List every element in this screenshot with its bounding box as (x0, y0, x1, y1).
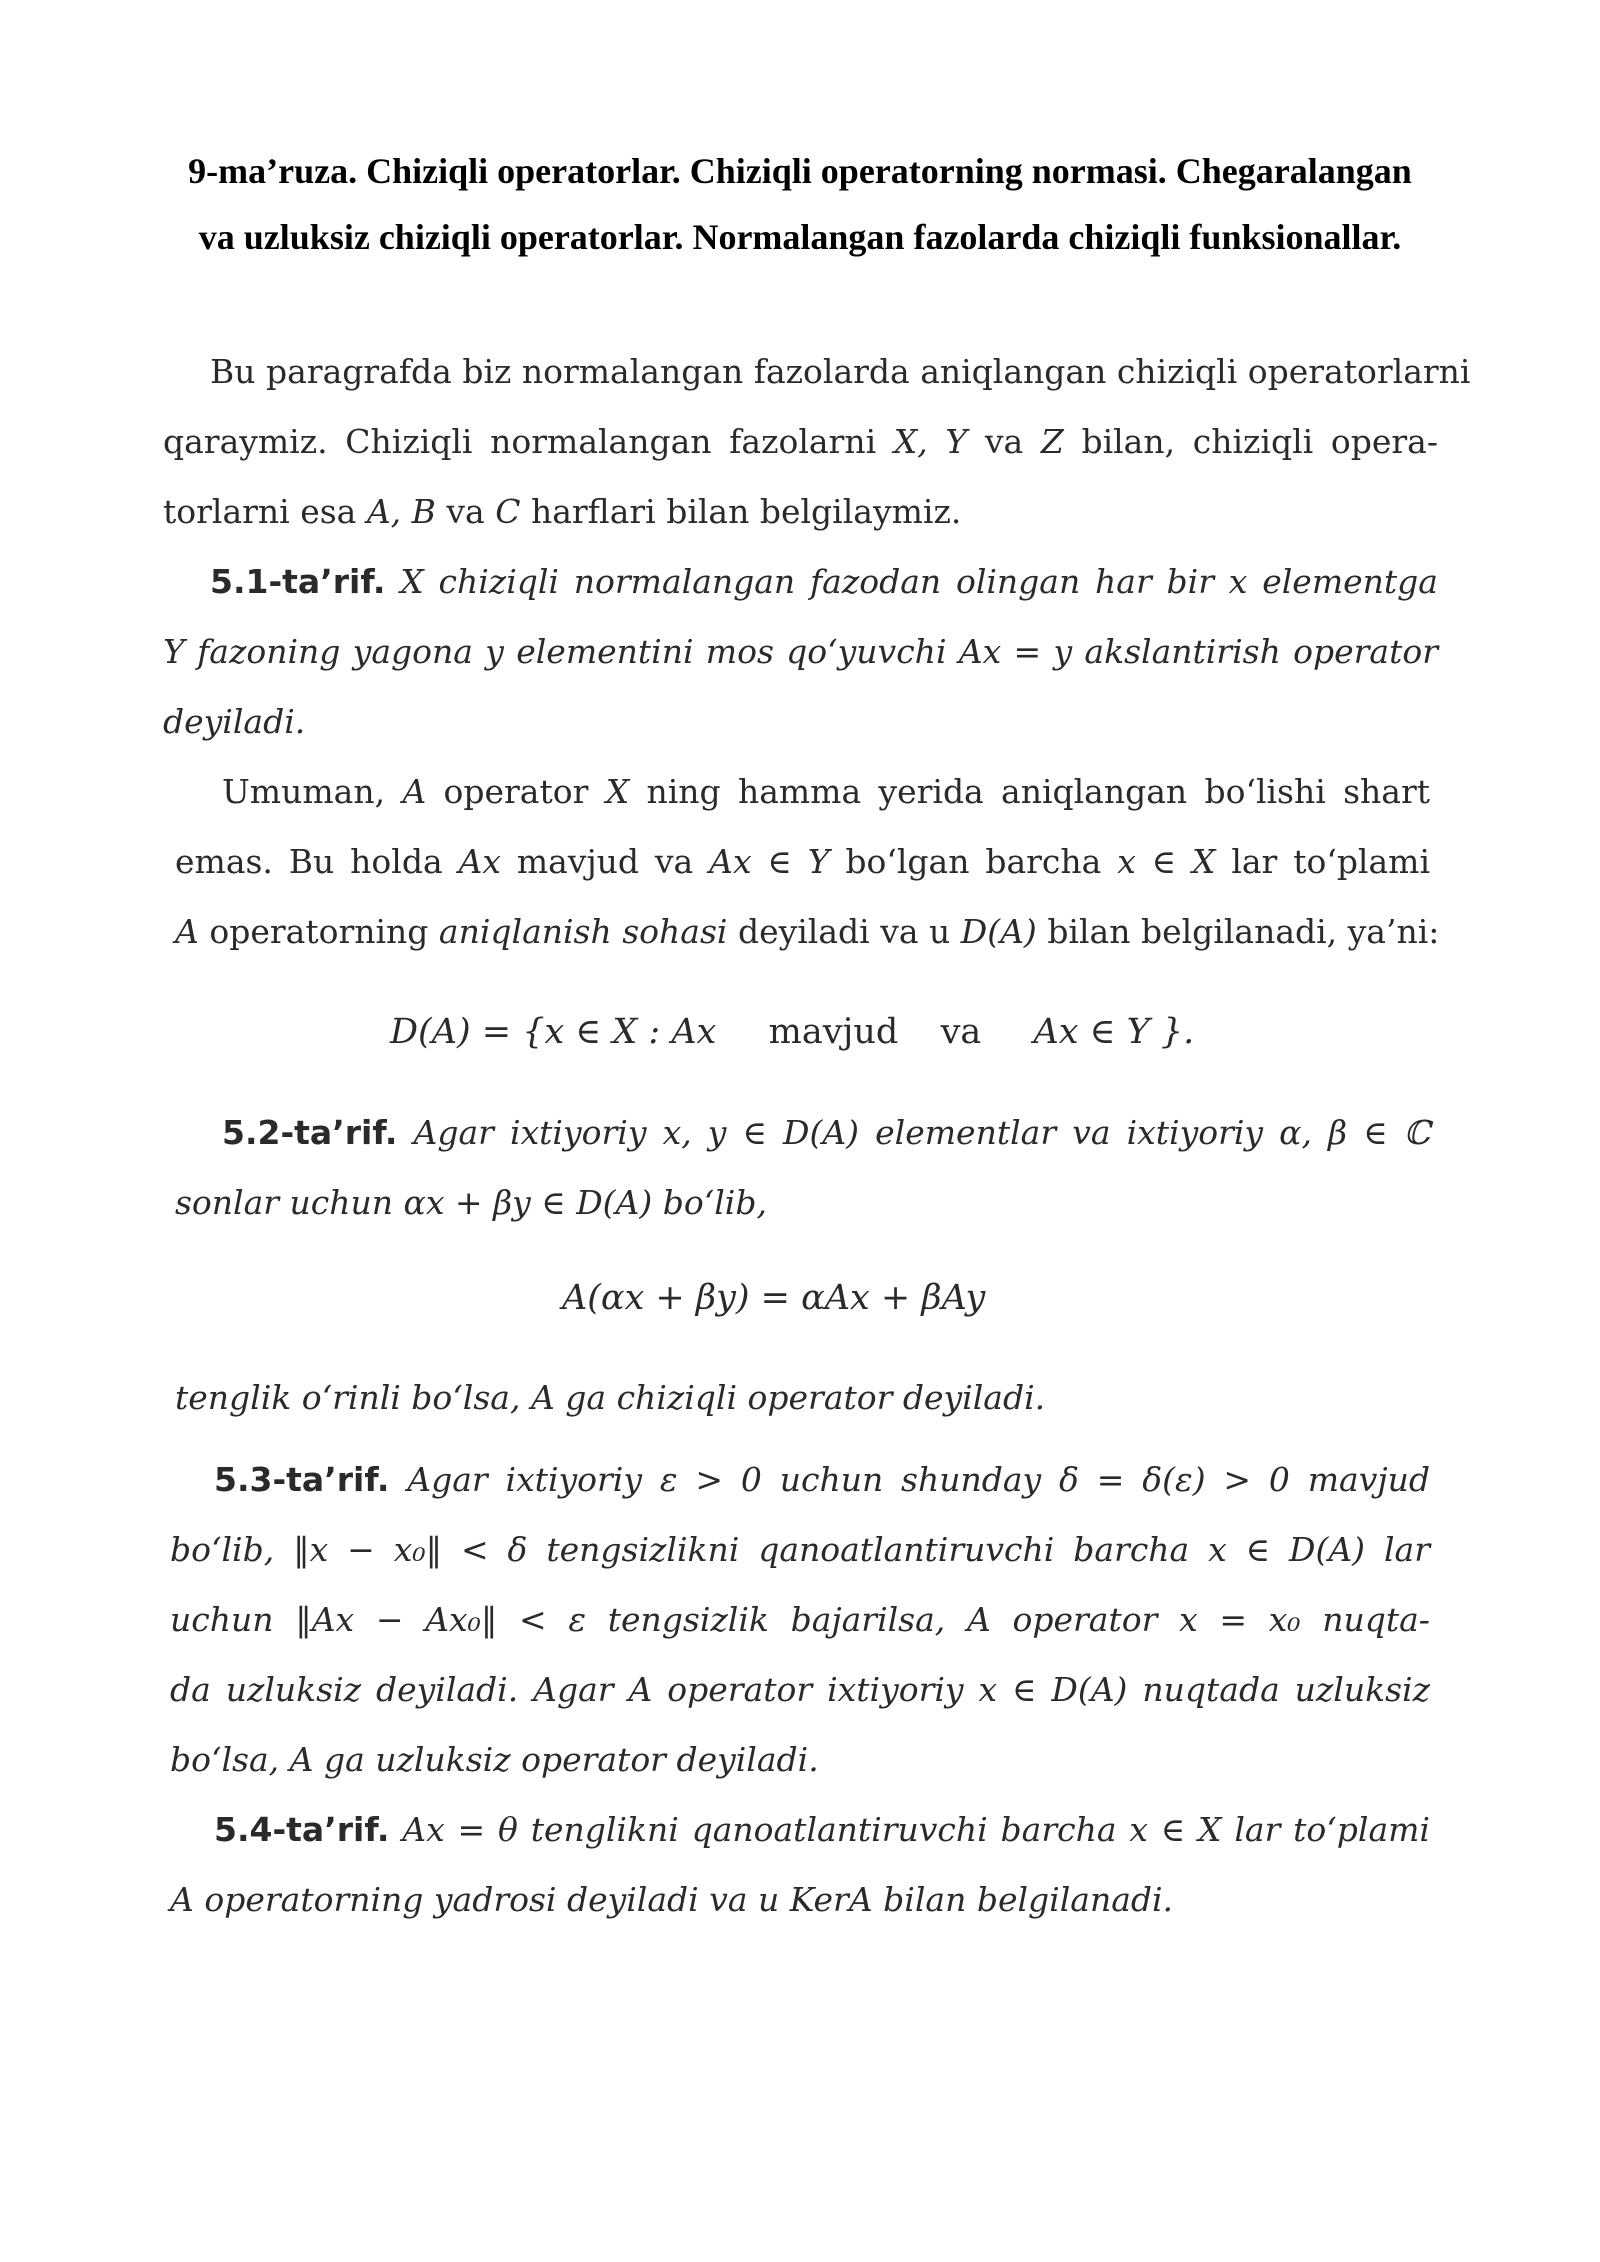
lecture-title-line-2: va uzluksiz chiziqli operatorlar. Normalangan fazolarda chiziqli funksionallar. (198, 217, 1402, 257)
intro-line-1: Bu paragrafda biz normalangan fazolarda aniqlangan chiziqli operatorlarni (210, 352, 1471, 391)
math-inline: C (495, 492, 521, 531)
math-inline: α, β ∈ ℂ (1279, 1113, 1430, 1152)
math-inline: X (400, 562, 424, 601)
math-inline: A (175, 912, 199, 951)
definition-text: fazoning yagona (197, 632, 473, 671)
math-inline: ‖x − x₀‖ < δ (293, 1530, 528, 1569)
intro-text: torlarni esa (163, 492, 357, 531)
lecture-title-line-1: 9-ma’ruza. Chiziqli operatorlar. Chiziqli operatorning normasi. Chegaralangan (188, 151, 1412, 191)
formula-linearity (562, 1278, 985, 1318)
definition-text: operatorning yadrosi deyiladi va u (204, 1880, 780, 1919)
math-inline: ‖Ax − Ax₀‖ < ε (295, 1600, 587, 1639)
body-text: lar to‘plami (1231, 842, 1431, 881)
definition-text: tenglik o‘rinli bo‘lsa, (175, 1378, 521, 1417)
definition-5-4-line-1 (214, 1810, 1430, 1849)
math-inline: x ∈ D(A) (1208, 1530, 1366, 1569)
definition-text: elementga (1262, 562, 1438, 601)
math-inline: x ∈ X (1129, 1810, 1222, 1849)
body-text: mavjud va (516, 842, 694, 881)
math-inline: X (605, 772, 630, 811)
intro-text: bilan, chiziqli opera- (1081, 422, 1438, 461)
definition-text: nuqtada uzluksiz (1142, 1670, 1430, 1709)
math-inline: Y (163, 632, 185, 671)
intro-text: harflari bilan belgilaymiz. (530, 492, 962, 531)
domain-line-1 (222, 772, 1430, 811)
definition-5-3-line-4 (170, 1670, 1430, 1709)
definition-text: uchun (170, 1600, 274, 1639)
math-inline: D(A) (960, 912, 1037, 951)
definition-text: uchun shunday (779, 1460, 1042, 1499)
definition-5-3-line-3 (170, 1600, 1430, 1639)
definition-text: tengsizlikni qanoatlantiruvchi barcha (546, 1530, 1190, 1569)
definition-text: operator (1012, 1600, 1158, 1639)
definition-5-3-line-2 (170, 1530, 1430, 1569)
definition-text: mavjud (1307, 1460, 1430, 1499)
body-text: ning hamma yerida aniqlangan bo‘lishi shart (646, 772, 1430, 811)
intro-text: qaraymiz. Chiziqli normalangan fazolarni (163, 422, 877, 461)
definition-label: 5.1-ta’rif. (210, 562, 386, 601)
definition-text: tenglikni qanoatlantiruvchi barcha (530, 1810, 1117, 1849)
definition-text: bo‘lsa, (170, 1740, 280, 1779)
math-inline: A (966, 1600, 991, 1639)
math-inline: x ∈ X (1117, 842, 1216, 881)
math-inline: αx + βy ∈ D(A) (403, 1183, 653, 1222)
math-inline: A (530, 1378, 555, 1417)
definition-text: bo‘lib, (170, 1530, 275, 1569)
term-italic: aniqlanish sohasi (438, 912, 728, 951)
definition-5-2-line-3 (175, 1378, 1045, 1417)
definition-text: ga chiziqli operator deyiladi. (565, 1378, 1046, 1417)
domain-line-2 (175, 842, 1430, 881)
math-inline: x, y ∈ D(A) (662, 1113, 860, 1152)
definition-text: elementlar va ixtiyoriy (875, 1113, 1264, 1152)
definition-5-2-line-1 (222, 1113, 1430, 1152)
body-text: operator (443, 772, 589, 811)
body-text: bo‘lgan barcha (845, 842, 1102, 881)
math-inline: ε > 0 (659, 1460, 762, 1499)
math-word: mavjud (768, 1012, 899, 1052)
definition-text: elementini mos qo‘yuvchi (516, 632, 947, 671)
definition-text: bilan belgilanadi. (883, 1880, 1174, 1919)
math-word: va (940, 1012, 982, 1052)
definition-text: Agar ixtiyoriy (407, 1460, 642, 1499)
math-inline: δ = δ(ε) > 0 (1059, 1460, 1290, 1499)
intro-text: va (984, 422, 1024, 461)
definition-text: lar to‘plami (1234, 1810, 1430, 1849)
math-inline: A (402, 772, 427, 811)
math-inline: X, Y (893, 422, 968, 461)
definition-text: sonlar uchun (175, 1183, 394, 1222)
definition-text: lar (1383, 1530, 1430, 1569)
body-text: deyiladi va u (737, 912, 951, 951)
definition-5-1-line-3: deyiladi. (163, 702, 306, 741)
definition-label: 5.3-ta’rif. (214, 1460, 390, 1499)
math-inline: Ax ∈ Y (709, 842, 830, 881)
math-inline: A (170, 1880, 194, 1919)
formula-domain-definition (390, 1012, 1194, 1052)
math-inline: x ∈ D(A) (978, 1670, 1128, 1709)
definition-label: 5.2-ta’rif. (222, 1113, 398, 1152)
math-display: D(A) = {x ∈ X : Ax (390, 1012, 717, 1052)
math-inline: KerA (789, 1880, 873, 1919)
definition-5-2-line-2 (175, 1183, 767, 1222)
body-text: Umuman, (222, 772, 386, 811)
intro-line-2 (163, 422, 1438, 461)
definition-text: Agar ixtiyoriy (413, 1113, 647, 1152)
math-inline: A (628, 1670, 653, 1709)
definition-text: tengsizlik bajarilsa, (607, 1600, 946, 1639)
intro-line-3 (163, 492, 961, 531)
definition-text: chiziqli normalangan fazodan olingan har bir (438, 562, 1214, 601)
definition-5-3-line-1 (214, 1460, 1430, 1499)
definition-text: akslantirish operator (1084, 632, 1438, 671)
math-display: Ax ∈ Y }. (1033, 1012, 1195, 1052)
body-text: operatorning (209, 912, 429, 951)
math-inline: x (1228, 562, 1248, 601)
definition-text: da uzluksiz deyiladi. Agar (170, 1670, 614, 1709)
definition-text: nuqta- (1322, 1600, 1430, 1639)
math-inline: Ax = θ (402, 1810, 518, 1849)
body-text: emas. Bu holda (175, 842, 443, 881)
math-display: A(αx + βy) = αAx + βAy (562, 1278, 986, 1318)
definition-text: operator ixtiyoriy (667, 1670, 964, 1709)
body-text: bilan belgilanadi, ya’ni: (1047, 912, 1440, 951)
math-inline: x = x₀ (1179, 1600, 1301, 1639)
definition-5-1-line-1 (210, 562, 1438, 601)
definition-5-1-line-2 (163, 632, 1438, 671)
definition-5-3-line-5 (170, 1740, 819, 1779)
math-inline: Ax = y (958, 632, 1073, 671)
math-inline: y (485, 632, 504, 671)
math-inline: A, B (366, 492, 436, 531)
domain-line-3 (175, 912, 1440, 951)
intro-text: va (446, 492, 485, 531)
definition-label: 5.4-ta’rif. (214, 1810, 390, 1849)
math-inline: A (289, 1740, 314, 1779)
definition-text: bo‘lib, (662, 1183, 767, 1222)
definition-5-4-line-2 (170, 1880, 1173, 1919)
definition-text: ga uzluksiz operator deyiladi. (323, 1740, 819, 1779)
math-inline: Ax (458, 842, 501, 881)
math-inline: Z (1040, 422, 1064, 461)
